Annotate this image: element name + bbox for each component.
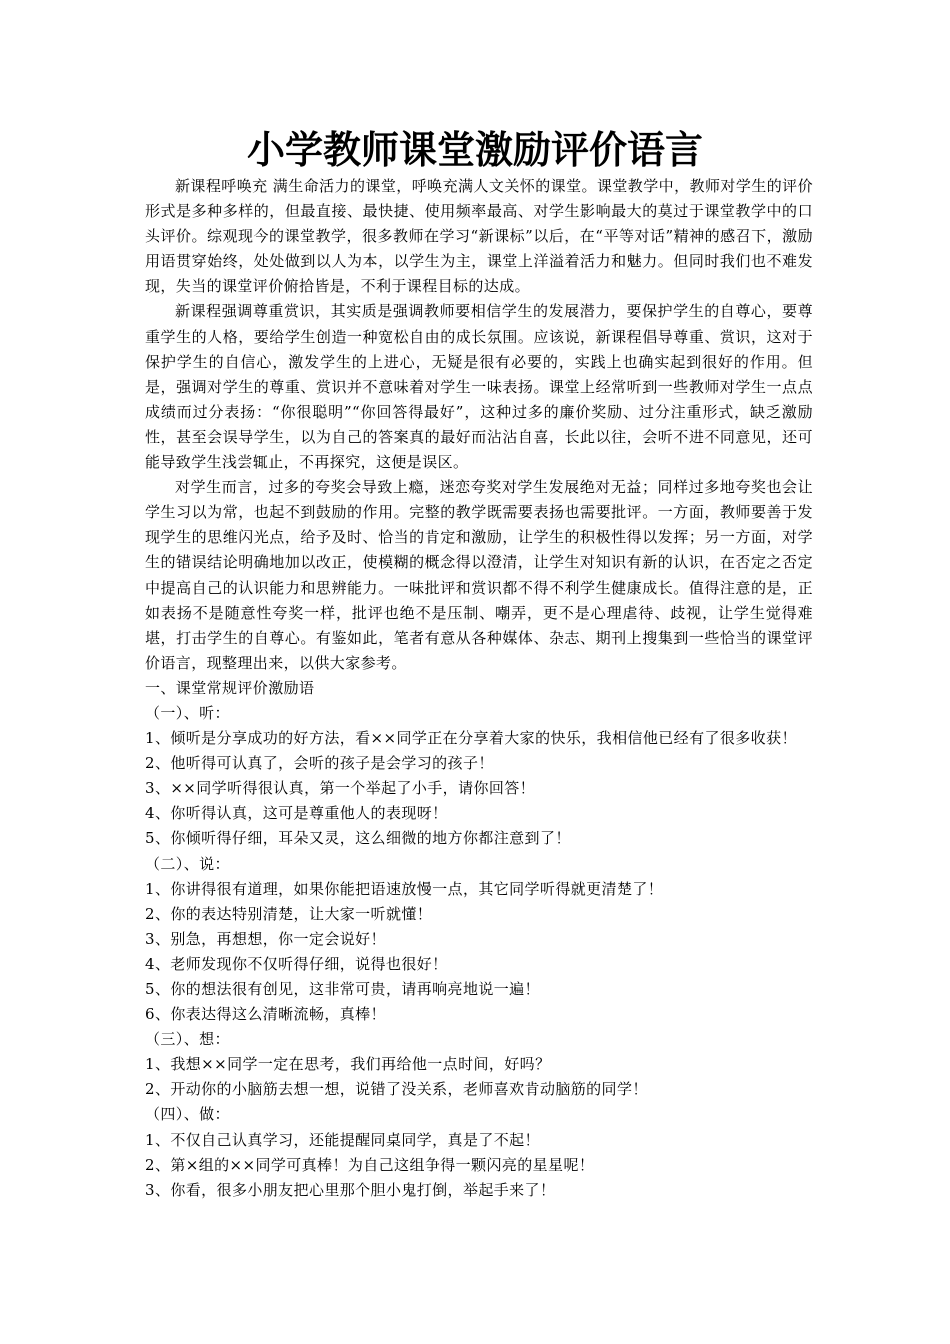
- subsection-heading-do: （四）、做：: [145, 1105, 230, 1124]
- list-item: 3、你看，很多小朋友把心里那个胆小鬼打倒，举起手来了！: [145, 1180, 556, 1199]
- list-item: 1、倾听是分享成功的好方法，看××同学正在分享着大家的快乐，我相信他已经有了很多收获！: [145, 729, 797, 748]
- section-heading: 一、课堂常规评价激励语: [145, 678, 315, 697]
- list-item: 2、第×组的××同学可真棒！为自己这组争得一颗闪亮的星星呢！: [145, 1155, 595, 1174]
- list-item: 3、别急，再想想，你一定会说好！: [145, 929, 386, 948]
- intro-paragraph-2: 新课程强调尊重赏识，其实质是强调教师要相信学生的发展潜力，要保护学生的自尊心，要尊重学生的人格，要给学生创造一种宽松自由的成长氛围。应该说，新课程倡导尊重、赏识，这对于保护学生的自信心，激发学生的上进心，无疑是很有必要的，实践上也确实起到很好的作用。但是，强调对学生的尊重、赏识并不意味着对学生一味表扬。课堂上经常听到一些教师对学生一点点成绩而过分表扬：“你很聪明”“你回答得最好”，这种过多的廉价奖励、过分注重形式，缺乏激励性，甚至会误导学生，以为自己的答案真的最好而沾沾自喜，长此以往，会听不进不同意见，还可能导致学生浅尝辄止，不再探究，这便是误区。: [145, 302, 813, 472]
- list-item: 1、我想××同学一定在思考，我们再给他一点时间，好吗？: [145, 1055, 551, 1074]
- subsection-heading-think: （三）、想：: [145, 1030, 230, 1049]
- subsection-heading-speak: （二）、说：: [145, 854, 230, 873]
- document-title: 小学教师课堂激励评价语言: [246, 127, 703, 172]
- document-body: [145, 174, 813, 1203]
- intro-paragraph-3: 对学生而言，过多的夸奖会导致上瘾，迷恋夸奖对学生发展绝对无益；同样过多地夸奖也会让学生习以为常，也起不到鼓励的作用。完整的教学既需要表扬也需要批评。一方面，教师要善于发现学生的思维闪光点，给予及时、恰当的肯定和激励，让学生的积极性得以发挥；另一方面，对学生的错误结论明确地加以改正，使模糊的概念得以澄清，让学生对知识有新的认识，在否定之否定中提高自己的认识能力和思辨能力。一味批评和赏识都不得不利学生健康成长。值得注意的是，正如表扬不是随意性夸奖一样，批评也绝不是压制、嘲弄，更不是心理虐待、歧视，让学生觉得难堪，打击学生的自尊心。有鉴如此，笔者有意从各种媒体、杂志、期刊上搜集到一些恰当的课堂评价语言，现整理出来，以供大家参考。: [145, 478, 813, 672]
- list-item: 2、他听得可认真了，会听的孩子是会学习的孩子！: [145, 754, 494, 773]
- list-item: 6、你表达得这么清晰流畅，真棒！: [145, 1005, 386, 1024]
- list-item: 4、你听得认真，这可是尊重他人的表现呀！: [145, 804, 448, 823]
- list-item: 2、你的表达特别清楚，让大家一听就懂！: [145, 904, 433, 923]
- list-item: 5、你倾听得仔细，耳朵又灵，这么细微的地方你都注意到了！: [145, 829, 571, 848]
- intro-paragraph-1: 新课程呼唤充 满生命活力的课堂，呼唤充满人文关怀的课堂。课堂教学中，教师对学生的评价形式是多种多样的，但最直接、最快捷、使用频率最高、对学生影响最大的莫过于课堂教学中的口头评价。综观现今的课堂教学，很多教师在学习“新课标”以后，在“平等对话”精神的感召下，激励用语贯穿始终，处处做到以人为本，以学生为主，课堂上洋溢着活力和魅力。但同时我们也不难发现，失当的课堂评价俯拾皆是，不利于课程目标的达成。: [145, 177, 813, 296]
- subsection-heading-listen: （一）、听：: [145, 703, 230, 722]
- list-item: 2、开动你的小脑筋去想一想，说错了没关系，老师喜欢肯动脑筋的同学！: [145, 1080, 648, 1099]
- list-item: 4、老师发现你不仅听得仔细，说得也很好！: [145, 954, 448, 973]
- list-item: 3、××同学听得很认真，第一个举起了小手，请你回答！: [145, 779, 536, 798]
- list-item: 1、你讲得很有道理，如果你能把语速放慢一点，其它同学听得就更清楚了！: [145, 879, 664, 898]
- list-item: 1、不仅自己认真学习，还能提醒同桌同学，真是了不起！: [145, 1130, 540, 1149]
- list-item: 5、你的想法很有创见，这非常可贵，请再响亮地说一遍！: [145, 980, 540, 998]
